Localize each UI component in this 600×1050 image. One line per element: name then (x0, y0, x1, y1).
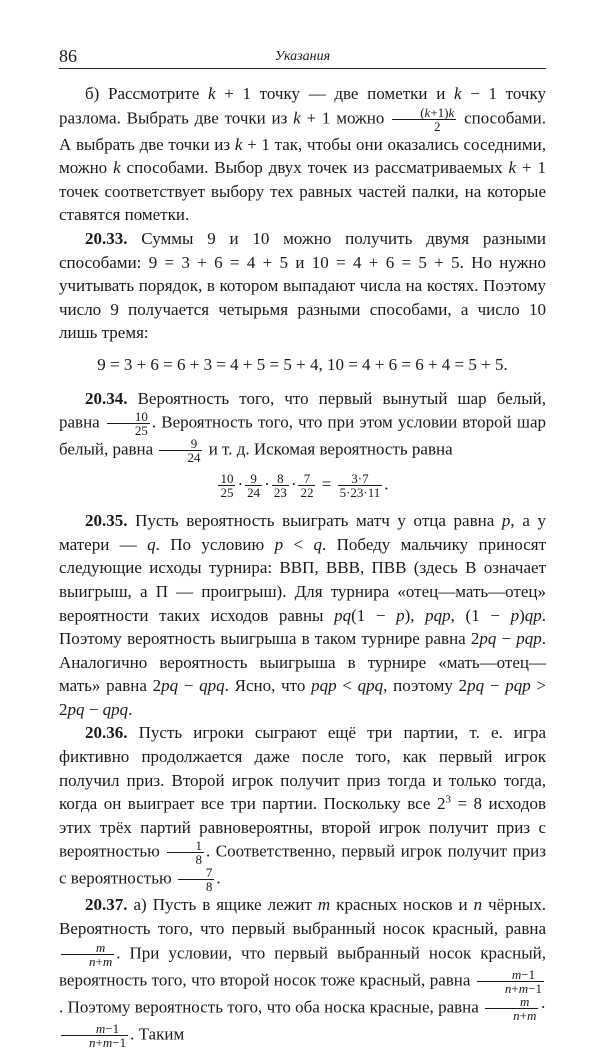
paragraph-20-34: 20.34. Вероятность того, что первый вынутый шар белый, равна $\frac{10}{25}$ . Вероятность того, что при этом условии второй шар белый, равна $\frac{9}{24}$ и т. д. Искомая вероятность равна (59, 388, 546, 466)
paragraph-20-33: 20.33. Суммы 9 и 10 можно получить двумя разными способами: 9 = 3 + 6 = 4 + 5 и 10 = 4 + 6 = 5 + 5. Но нужно учитывать порядок, в котором выпадают числа на костях. Поэтому число 9 получается четырьмя разными способами, а число 10 лишь тремя: (59, 228, 546, 343)
paragraph-b: б) Рассмотрите k + 1 точку — две пометки и k − 1 точку разлома. Выбрать две точки из k + 1 можно $\frac{(k+1)k}{2}$ способами. А выбрать две точки из k + 1 так, чтобы они оказались соседними, можно k способами. Выбор двух точек из рассматриваемых k + 1 точек соответствует выбору тех равных частей палки, на которые ставятся пометки. (59, 84, 546, 225)
problem-number: 20.36. (85, 723, 128, 743)
paragraph-20-36: 20.36. Пусть игроки сыграют ещё три партии, т. е. игра фиктивно продолжается даже после того, как первый игрок получил приз. Второй игрок получит приз тогда и только тогда, когда он выиграет все три партии. Поскольку все $2^3 = 8$ исходов этих трёх партий равновероятны, второй игрок получит приз с вероятностью $\frac{1}{8}$ . Соответственно, первый игрок получит приз с вероятностью $\frac{7}{8}$ . (59, 723, 546, 895)
page-header (59, 46, 546, 69)
display-equation: 9 = 3 + 6 = 6 + 3 = 4 + 5 = 5 + 4, 10 = 4 + 6 = 6 + 4 = 5 + 5. (97, 354, 508, 374)
display-equation: $\frac{10}{25}$ · $\frac{9}{24}$ · $\frac{8}{23}$ · $\frac{7}{22}$ = $\frac{3\cdot 7}{5\cdot 23\cdot 11}$ . (220, 471, 389, 501)
paragraph-20-37: 20.37. а) Пусть в ящике лежит m красных носков и n чёрных. Вероятность того, что первый выбранный носок красный, равна $\frac{m}{n+m}$ . При условии, что первый выбранный носок красный, вероятность того, что второй носок тоже красный, равна $\frac{m-1}{n+m-1}$ . Поэтому вероятность того, что оба носка красные, равна $\frac{m}{n+m}$ · $\frac{m-1}{n+m-1}$ . Таким (59, 895, 546, 1050)
page-number: 86 (59, 46, 77, 66)
problem-number: 20.33. (85, 228, 128, 248)
problem-number: 20.37. (85, 895, 128, 915)
fraction: $\frac{(k+1)k}{2}$ (392, 106, 456, 133)
page-body (59, 82, 546, 1049)
problem-number: 20.35. (85, 511, 128, 531)
problem-number: 20.34. (85, 388, 128, 408)
paragraph-20-35: 20.35. Пусть вероятность выиграть матч у отца равна p, а у матери — q. По условию p < q. Победу мальчику приносят следующие исходы турнира: ВВП, ВВВ, ПВВ (здесь В означает выигрыш, а П — проигрыш). Для турнира «отец—мать—отец» вероятности таких исходов равны pq(1 − p), pqp, (1 − p)qp. Поэтому вероятность выигрыша в таком турнире равна 2pq − pqp. Аналогично вероятность выигрыша в турнире «мать—отец—мать» равна 2pq − qpq. Ясно, что pqp < qpq, поэтому 2pq − pqp > 2pq − qpq. (59, 511, 547, 719)
running-title: Указания (274, 49, 331, 64)
